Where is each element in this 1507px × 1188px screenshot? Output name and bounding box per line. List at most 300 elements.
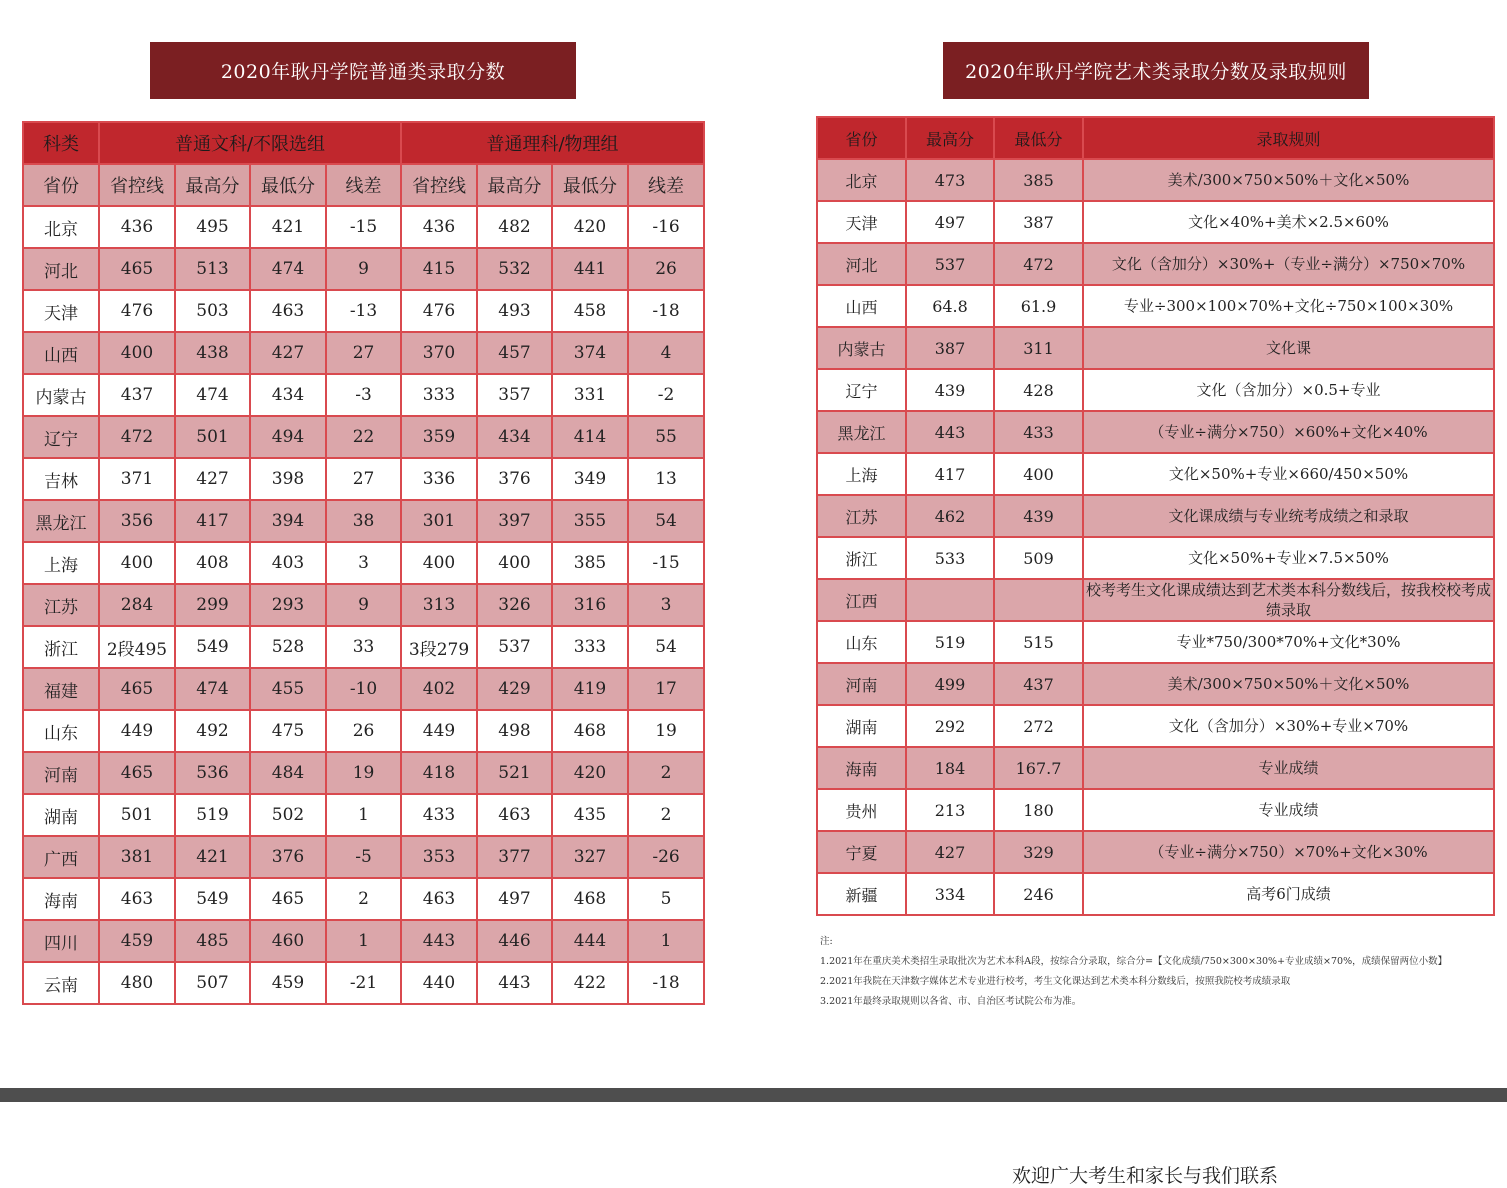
rule-cell: 校考考生文化课成绩达到艺术类本科分数线后，按我校校考成绩录取 — [1083, 579, 1494, 621]
table-cell: 辽宁 — [23, 416, 99, 458]
note-line: 2.2021年我院在天津数字媒体艺术专业进行校考，考生文化课达到艺术类本科分数线后，按照我院校考成绩录取 — [820, 976, 1291, 987]
rule-cell: 文化课成绩与专业统考成绩之和录取 — [1083, 495, 1494, 537]
table-row — [817, 663, 1494, 705]
table-cell: 河北 — [817, 243, 906, 285]
table-cell: 292 — [906, 705, 994, 747]
table-row — [23, 374, 704, 416]
table-cell: 533 — [906, 537, 994, 579]
table-cell: 459 — [250, 962, 326, 1004]
table-cell: 9 — [326, 248, 401, 290]
header-cell: 最低分 — [552, 164, 628, 206]
rule-cell: 美术/300×750×50%＋文化×50% — [1083, 663, 1494, 705]
table-row — [23, 248, 704, 290]
table-cell: 420 — [552, 752, 628, 794]
table-cell: 19 — [326, 752, 401, 794]
table-row — [817, 831, 1494, 873]
table-row — [23, 290, 704, 332]
table-cell: 501 — [175, 416, 250, 458]
rule-cell: （专业÷满分×750）×70%+文化×30% — [1083, 831, 1494, 873]
table-cell: 辽宁 — [817, 369, 906, 411]
table-cell: 439 — [994, 495, 1083, 537]
rule-cell: 文化（含加分）×0.5+专业 — [1083, 369, 1494, 411]
table-cell: -18 — [628, 290, 704, 332]
rule-cell: 专业÷300×100×70%+文化÷750×100×30% — [1083, 285, 1494, 327]
table-cell: 502 — [250, 794, 326, 836]
table-cell: 381 — [99, 836, 175, 878]
table-cell: 482 — [477, 206, 552, 248]
table-cell: -15 — [628, 542, 704, 584]
table-cell: 421 — [250, 206, 326, 248]
table-row — [817, 621, 1494, 663]
header-cell: 科类 — [23, 122, 99, 164]
table-cell: 天津 — [817, 201, 906, 243]
table-cell: 427 — [250, 332, 326, 374]
table-cell: 435 — [552, 794, 628, 836]
table-row — [23, 752, 704, 794]
table-cell: 64.8 — [906, 285, 994, 327]
table-row — [23, 626, 704, 668]
table-cell: 27 — [326, 332, 401, 374]
rule-cell: 文化×40%+美术×2.5×60% — [1083, 201, 1494, 243]
table-cell: 549 — [175, 878, 250, 920]
table-cell: 519 — [175, 794, 250, 836]
table-cell: 359 — [401, 416, 477, 458]
table-cell: 河南 — [817, 663, 906, 705]
table-cell: 26 — [326, 710, 401, 752]
table-cell: 455 — [250, 668, 326, 710]
table-row — [23, 584, 704, 626]
table-cell: 355 — [552, 500, 628, 542]
table-cell: 334 — [906, 873, 994, 915]
table-cell: 贵州 — [817, 789, 906, 831]
table-cell: 2 — [628, 752, 704, 794]
table-cell: 26 — [628, 248, 704, 290]
table-cell: 331 — [552, 374, 628, 416]
table-cell: 446 — [477, 920, 552, 962]
table-cell: 3 — [628, 584, 704, 626]
table-cell: 433 — [401, 794, 477, 836]
header-cell: 线差 — [326, 164, 401, 206]
note-line: 3.2021年最终录取规则以各省、市、自治区考试院公布为准。 — [820, 996, 1082, 1007]
table-cell: 536 — [175, 752, 250, 794]
rule-cell: 文化×50%+专业×7.5×50% — [1083, 537, 1494, 579]
table-cell: 498 — [477, 710, 552, 752]
table-cell: 385 — [994, 159, 1083, 201]
table-cell: 云南 — [23, 962, 99, 1004]
table-row — [817, 495, 1494, 537]
table-cell: 400 — [994, 453, 1083, 495]
table-cell: 356 — [99, 500, 175, 542]
table-row — [23, 962, 704, 1004]
table-cell: 370 — [401, 332, 477, 374]
header-cell: 最低分 — [994, 117, 1083, 159]
table-cell: 299 — [175, 584, 250, 626]
art-admission-table — [816, 116, 1495, 916]
note-line: 注: — [820, 936, 833, 947]
header-cell: 最高分 — [175, 164, 250, 206]
table-cell: 408 — [175, 542, 250, 584]
table-cell: 385 — [552, 542, 628, 584]
table-cell: 246 — [994, 873, 1083, 915]
table-cell: 475 — [250, 710, 326, 752]
rule-cell: 专业成绩 — [1083, 789, 1494, 831]
table-cell: 黑龙江 — [817, 411, 906, 453]
table-cell: 湖南 — [23, 794, 99, 836]
table-cell: 福建 — [23, 668, 99, 710]
table-cell: 357 — [477, 374, 552, 416]
table-cell: 417 — [175, 500, 250, 542]
table-cell: 418 — [401, 752, 477, 794]
table-cell: -5 — [326, 836, 401, 878]
table-cell: 167.7 — [994, 747, 1083, 789]
table-cell: 474 — [175, 668, 250, 710]
table-cell: 272 — [994, 705, 1083, 747]
table-cell: 429 — [477, 668, 552, 710]
table-cell: 415 — [401, 248, 477, 290]
table-cell: 465 — [99, 248, 175, 290]
table-cell: 474 — [250, 248, 326, 290]
table-cell: 54 — [628, 626, 704, 668]
table-cell: 河南 — [23, 752, 99, 794]
table-cell: 海南 — [817, 747, 906, 789]
table-cell: 浙江 — [817, 537, 906, 579]
table-cell: 5 — [628, 878, 704, 920]
table-cell: -15 — [326, 206, 401, 248]
table-cell: 414 — [552, 416, 628, 458]
header-row — [817, 117, 1494, 159]
table-cell: 515 — [994, 621, 1083, 663]
table-cell: -18 — [628, 962, 704, 1004]
table-cell: 444 — [552, 920, 628, 962]
table-cell: 400 — [99, 332, 175, 374]
table-cell: 468 — [552, 710, 628, 752]
header-cell: 最低分 — [250, 164, 326, 206]
table-cell: -21 — [326, 962, 401, 1004]
table-cell: 439 — [906, 369, 994, 411]
table-cell: -10 — [326, 668, 401, 710]
table-row — [817, 873, 1494, 915]
table-cell — [994, 579, 1083, 621]
table-cell: 上海 — [23, 542, 99, 584]
footer-divider — [0, 1088, 1507, 1102]
table-cell: 549 — [175, 626, 250, 668]
table-cell: 349 — [552, 458, 628, 500]
table-cell: 495 — [175, 206, 250, 248]
table-cell: 397 — [477, 500, 552, 542]
table-row — [23, 500, 704, 542]
table-cell: 433 — [994, 411, 1083, 453]
table-cell: 436 — [99, 206, 175, 248]
table-cell: 437 — [994, 663, 1083, 705]
table-cell: 537 — [906, 243, 994, 285]
table-cell: 301 — [401, 500, 477, 542]
table-cell: 33 — [326, 626, 401, 668]
table-cell: 北京 — [817, 159, 906, 201]
header-cell: 省控线 — [401, 164, 477, 206]
rule-cell: （专业÷满分×750）×60%+文化×40% — [1083, 411, 1494, 453]
table-cell: 485 — [175, 920, 250, 962]
table-cell: -3 — [326, 374, 401, 416]
table-cell: 2 — [628, 794, 704, 836]
table-row — [817, 327, 1494, 369]
table-cell: 山东 — [817, 621, 906, 663]
table-cell: 497 — [906, 201, 994, 243]
table-cell: 476 — [99, 290, 175, 332]
table-row — [817, 537, 1494, 579]
table-cell: 黑龙江 — [23, 500, 99, 542]
note-line: 1.2021年在重庆美术类招生录取批次为艺术本科A段，按综合分录取，综合分=【文化成绩/750×300×30%+专业成绩×70%，成绩保留两位小数】 — [820, 956, 1448, 967]
header-row-category — [23, 122, 704, 164]
table-cell: 2段495 — [99, 626, 175, 668]
table-cell: 329 — [994, 831, 1083, 873]
table-cell: 521 — [477, 752, 552, 794]
table-cell: 336 — [401, 458, 477, 500]
table-row — [23, 668, 704, 710]
table-cell: 河北 — [23, 248, 99, 290]
table-cell: 457 — [477, 332, 552, 374]
table-cell: 403 — [250, 542, 326, 584]
table-cell: 38 — [326, 500, 401, 542]
table-row — [23, 206, 704, 248]
table-cell: 13 — [628, 458, 704, 500]
table-cell: 468 — [552, 878, 628, 920]
table-cell: 501 — [99, 794, 175, 836]
table-cell: 463 — [250, 290, 326, 332]
table-cell: 376 — [250, 836, 326, 878]
table-cell: 吉林 — [23, 458, 99, 500]
table-cell: 427 — [175, 458, 250, 500]
table-cell: 492 — [175, 710, 250, 752]
table-cell: 19 — [628, 710, 704, 752]
table-cell: 180 — [994, 789, 1083, 831]
header-cell: 普通文科/不限选组 — [99, 122, 401, 164]
table-cell: 387 — [994, 201, 1083, 243]
table-cell: 311 — [994, 327, 1083, 369]
table-cell: 440 — [401, 962, 477, 1004]
general-admission-table — [22, 121, 705, 1005]
table-cell: -16 — [628, 206, 704, 248]
table-cell: 284 — [99, 584, 175, 626]
table-cell: 443 — [906, 411, 994, 453]
table-row — [817, 201, 1494, 243]
table-row — [817, 747, 1494, 789]
table-cell: 460 — [250, 920, 326, 962]
table-cell: -2 — [628, 374, 704, 416]
table-cell: 463 — [401, 878, 477, 920]
table-cell: 438 — [175, 332, 250, 374]
table-cell: -26 — [628, 836, 704, 878]
table-cell: 广西 — [23, 836, 99, 878]
table-cell: 503 — [175, 290, 250, 332]
table-cell: 1 — [326, 794, 401, 836]
table-row — [23, 542, 704, 584]
table-cell: 江西 — [817, 579, 906, 621]
table-cell: 519 — [906, 621, 994, 663]
table-cell: 9 — [326, 584, 401, 626]
table-cell: 55 — [628, 416, 704, 458]
table-cell: 327 — [552, 836, 628, 878]
table-cell: 宁夏 — [817, 831, 906, 873]
header-cell: 录取规则 — [1083, 117, 1494, 159]
table-row — [817, 285, 1494, 327]
table-row — [817, 453, 1494, 495]
table-cell: 27 — [326, 458, 401, 500]
notes-section — [820, 932, 1500, 1012]
table-cell: 387 — [906, 327, 994, 369]
table-cell: 326 — [477, 584, 552, 626]
table-cell: 507 — [175, 962, 250, 1004]
table-cell: 374 — [552, 332, 628, 374]
table-cell: 61.9 — [994, 285, 1083, 327]
table-cell: 山西 — [817, 285, 906, 327]
table-row — [817, 789, 1494, 831]
table-cell: 1 — [326, 920, 401, 962]
table-cell: 213 — [906, 789, 994, 831]
table-cell: 434 — [250, 374, 326, 416]
table-row — [23, 458, 704, 500]
table-cell: 484 — [250, 752, 326, 794]
table-row — [23, 878, 704, 920]
table-cell: 316 — [552, 584, 628, 626]
table-cell: 499 — [906, 663, 994, 705]
table-cell: 463 — [477, 794, 552, 836]
table-cell: 17 — [628, 668, 704, 710]
table-cell: 497 — [477, 878, 552, 920]
table-cell: 437 — [99, 374, 175, 416]
table-cell: 184 — [906, 747, 994, 789]
table-cell: 北京 — [23, 206, 99, 248]
rule-cell: 高考6门成绩 — [1083, 873, 1494, 915]
table-cell: 天津 — [23, 290, 99, 332]
rule-cell: 美术/300×750×50%＋文化×50% — [1083, 159, 1494, 201]
table-cell: 394 — [250, 500, 326, 542]
table-cell: 422 — [552, 962, 628, 1004]
table-cell: 54 — [628, 500, 704, 542]
table-cell: 513 — [175, 248, 250, 290]
table-cell: 427 — [906, 831, 994, 873]
table-cell: 509 — [994, 537, 1083, 579]
table-cell: 537 — [477, 626, 552, 668]
table-cell: 22 — [326, 416, 401, 458]
table-cell: 421 — [175, 836, 250, 878]
left-table-title: 2020年耿丹学院普通类录取分数 — [150, 42, 576, 99]
table-cell: 293 — [250, 584, 326, 626]
table-cell: 449 — [99, 710, 175, 752]
table-cell: 441 — [552, 248, 628, 290]
table-cell: 493 — [477, 290, 552, 332]
table-cell: 459 — [99, 920, 175, 962]
table-cell: 473 — [906, 159, 994, 201]
table-cell: 443 — [477, 962, 552, 1004]
table-cell: 420 — [552, 206, 628, 248]
header-cell: 最高分 — [477, 164, 552, 206]
table-cell: 472 — [994, 243, 1083, 285]
table-cell: 465 — [99, 668, 175, 710]
header-cell: 省份 — [817, 117, 906, 159]
table-cell: 4 — [628, 332, 704, 374]
header-cell: 线差 — [628, 164, 704, 206]
table-cell: 3 — [326, 542, 401, 584]
rule-cell: 文化×50%+专业×660/450×50% — [1083, 453, 1494, 495]
table-row — [23, 794, 704, 836]
table-cell: 417 — [906, 453, 994, 495]
header-cell: 省控线 — [99, 164, 175, 206]
table-cell: 400 — [401, 542, 477, 584]
rule-cell: 专业*750/300*70%+文化*30% — [1083, 621, 1494, 663]
rule-cell: 专业成绩 — [1083, 747, 1494, 789]
table-cell: 465 — [250, 878, 326, 920]
table-row — [23, 416, 704, 458]
table-cell — [906, 579, 994, 621]
table-row — [23, 836, 704, 878]
table-cell: 462 — [906, 495, 994, 537]
header-cell: 省份 — [23, 164, 99, 206]
table-row — [817, 411, 1494, 453]
table-cell: 377 — [477, 836, 552, 878]
table-cell: 458 — [552, 290, 628, 332]
table-cell: 353 — [401, 836, 477, 878]
table-cell: 398 — [250, 458, 326, 500]
table-cell: 313 — [401, 584, 477, 626]
table-cell: 山东 — [23, 710, 99, 752]
table-cell: 内蒙古 — [23, 374, 99, 416]
table-cell: 内蒙古 — [817, 327, 906, 369]
table-cell: 湖南 — [817, 705, 906, 747]
rule-cell: 文化（含加分）×30%+专业×70% — [1083, 705, 1494, 747]
table-row — [817, 243, 1494, 285]
table-cell: 400 — [99, 542, 175, 584]
table-cell: 山西 — [23, 332, 99, 374]
table-row — [817, 579, 1494, 621]
table-cell: 上海 — [817, 453, 906, 495]
table-cell: 443 — [401, 920, 477, 962]
table-row — [23, 332, 704, 374]
table-row — [817, 369, 1494, 411]
table-cell: 474 — [175, 374, 250, 416]
rule-cell: 文化课 — [1083, 327, 1494, 369]
table-cell: 浙江 — [23, 626, 99, 668]
table-row — [23, 710, 704, 752]
table-row — [23, 920, 704, 962]
table-cell: 449 — [401, 710, 477, 752]
table-cell: 472 — [99, 416, 175, 458]
table-cell: 江苏 — [23, 584, 99, 626]
table-cell: 江苏 — [817, 495, 906, 537]
table-cell: 494 — [250, 416, 326, 458]
table-cell: 434 — [477, 416, 552, 458]
table-cell: 376 — [477, 458, 552, 500]
header-cell: 普通理科/物理组 — [401, 122, 704, 164]
table-cell: 419 — [552, 668, 628, 710]
table-cell: 333 — [401, 374, 477, 416]
table-cell: 465 — [99, 752, 175, 794]
table-cell: 海南 — [23, 878, 99, 920]
table-cell: 371 — [99, 458, 175, 500]
table-cell: 1 — [628, 920, 704, 962]
header-cell: 最高分 — [906, 117, 994, 159]
table-cell: 400 — [477, 542, 552, 584]
table-row — [817, 159, 1494, 201]
right-table-title: 2020年耿丹学院艺术类录取分数及录取规则 — [943, 42, 1369, 99]
table-cell: 402 — [401, 668, 477, 710]
header-row-columns — [23, 164, 704, 206]
table-cell: 四川 — [23, 920, 99, 962]
table-cell: 新疆 — [817, 873, 906, 915]
table-cell: 532 — [477, 248, 552, 290]
table-cell: 428 — [994, 369, 1083, 411]
table-cell: 3段279 — [401, 626, 477, 668]
table-cell: 333 — [552, 626, 628, 668]
